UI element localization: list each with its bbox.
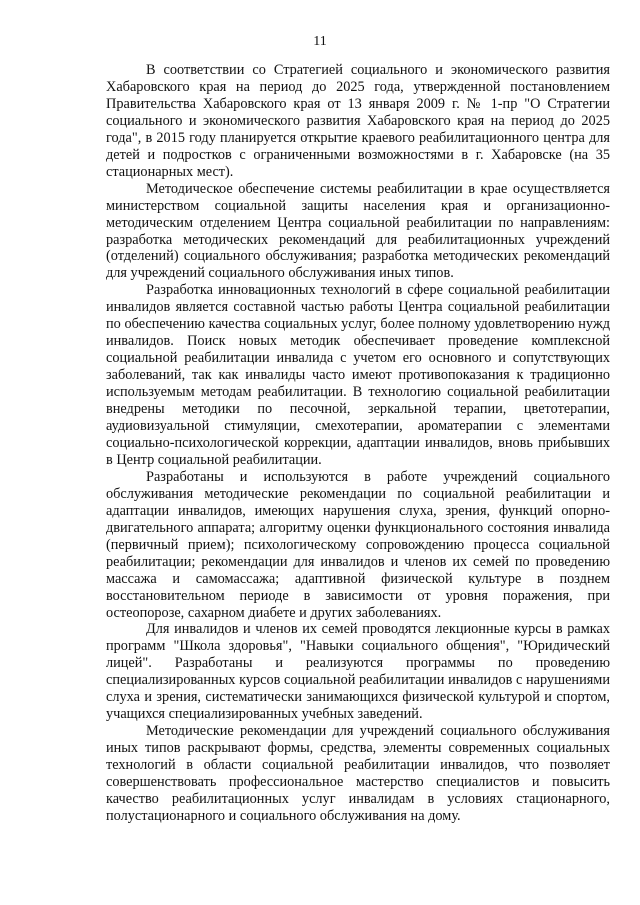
paragraph-strategy: В соответствии со Стратегией социального и экономического развития Хабаровского края на период до 2025 года, утвержденной постановлением Правительства Хабаровского края от 13 января 2009 г. № 1-пр "О Стратегии социального и экономического развития Хабаровского края на период до 2025 года", в 2015 году планируется открытие краевого реабилитационного центра для детей и подростков с ограниченными возможностями в г. Хабаровске (на 35 стационарных мест). [106,62,610,180]
page-number: 11 [313,34,327,49]
paragraph-innovative-technologies: Разработка инновационных технологий в сфере социальной реабилитации инвалидов является составной частью работы Центра социальной реабилитации по обеспечению качества социальных услуг, более полному удовлетворению нужд инвалидов. Поиск новых методик обеспечивает проведение комплексной социальной реабилитации инвалида с учетом его основного и сопутствующих заболеваний, так как инвалиды часто имеют противопоказания к традиционно используемым методам реабилитации. В технологию социальной реабилитации внедрены методики по песочной, зеркальной терапии, цветотерапии, аудиовизуальной стимуляции, смехотерапии, ароматерапии с элементами социально-психологической коррекции, адаптации инвалидов, вновь прибывших в Центр социальной реабилитации. [106,282,610,468]
paragraph-other-institutions: Методические рекомендации для учреждений социального обслуживания иных типов раскрывают формы, средства, элементы современных социальных технологий в области социальной реабилитации инвалидов, что позволяет совершенствовать профессиональное мастерство специалистов и повысить качество реабилитационных услуг инвалидам в условиях стационарного, полустационарного и социального обслуживания на дому. [106,723,610,824]
document-body [106,62,610,825]
paragraph-developed-recommendations: Разработаны и используются в работе учреждений социального обслуживания методические рекомендации по социальной реабилитации и адаптации инвалидов, имеющих нарушения слуха, зрения, функций опорно-двигательного аппарата; алгоритму оценки функционального состояния инвалида (первичный прием); психологическому сопровождению процесса социальной реабилитации; рекомендации для инвалидов и членов их семей по проведению массажа и самомассажа; адаптивной физической культуре в позднем восстановительном периоде в зависимости от уровня поражения, при остеопорозе, сахарном диабете и других заболеваниях. [106,468,610,621]
paragraph-lecture-courses: Для инвалидов и членов их семей проводятся лекционные курсы в рамках программ "Школа здоровья", "Навыки социального общения", "Юридический лицей". Разработаны и реализуются программы по проведению специализированных курсов социальной реабилитации инвалидов с нарушениями слуха и зрения, систематически занимающихся физической культурой и спортом, учащихся специализированных учебных заведений. [106,621,610,723]
paragraph-methodical-support: Методическое обеспечение системы реабилитации в крае осуществляется министерством социальной защиты населения края и организационно-методическим отделением Центра социальной реабилитации по направлениям: разработка методических рекомендаций для реабилитационных учреждений (отделений) социального обслуживания; разработка методических рекомендаций для учреждений социального обслуживания иных типов. [106,180,610,282]
